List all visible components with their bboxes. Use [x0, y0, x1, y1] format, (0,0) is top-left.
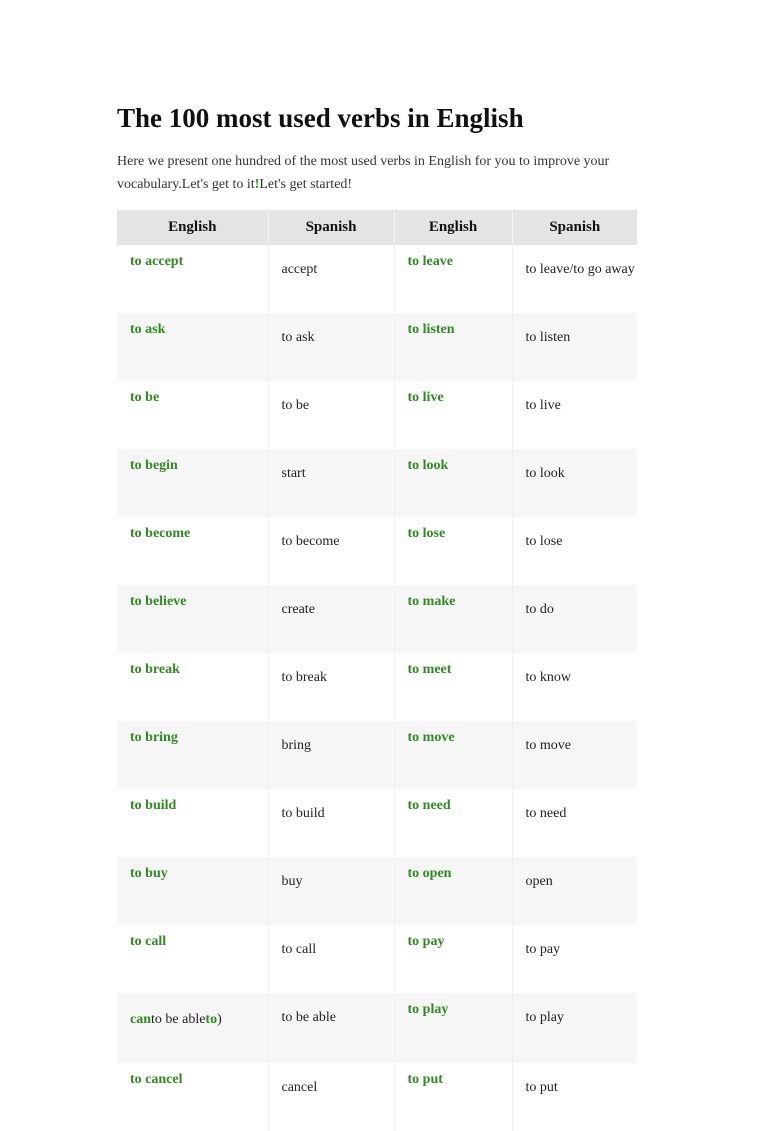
table-row	[117, 857, 637, 925]
english-verb-part: can	[130, 1012, 151, 1027]
spanish-translation: to lose	[512, 517, 637, 585]
english-verb: to bring	[117, 721, 268, 789]
table-header-row	[117, 210, 637, 245]
spanish-translation: to call	[268, 925, 394, 993]
english-verb: to need	[394, 789, 512, 857]
english-verb: to open	[394, 857, 512, 925]
english-verb: to begin	[117, 449, 268, 517]
english-verb: to make	[394, 585, 512, 653]
table-row	[117, 721, 637, 789]
english-verb: to move	[394, 721, 512, 789]
table-row	[117, 381, 637, 449]
table-row	[117, 1063, 637, 1131]
header-spanish-2: Spanish	[512, 210, 637, 245]
english-verb: to ask	[117, 313, 268, 381]
intro-paragraph	[117, 150, 657, 196]
english-verb: to believe	[117, 585, 268, 653]
english-verb: to call	[117, 925, 268, 993]
page-title: The 100 most used verbs in English	[117, 103, 524, 133]
header-spanish-1: Spanish	[268, 210, 394, 245]
spanish-translation: to become	[268, 517, 394, 585]
english-verb-part: to	[205, 1012, 218, 1027]
spanish-translation: to know	[512, 653, 637, 721]
english-verb: to be	[117, 381, 268, 449]
intro-text: Here we present one hundred of the most used verbs in English for you to improve your vocabulary.Let's get to it	[117, 154, 610, 192]
intro-text-end: Let's get started!	[259, 177, 353, 192]
spanish-translation: accept	[268, 245, 394, 313]
english-verb: to pay	[394, 925, 512, 993]
english-verb: to live	[394, 381, 512, 449]
spanish-translation: open	[512, 857, 637, 925]
spanish-translation: to pay	[512, 925, 637, 993]
english-verb: to become	[117, 517, 268, 585]
table-row	[117, 925, 637, 993]
english-verb: to put	[394, 1063, 512, 1131]
spanish-translation: cancel	[268, 1063, 394, 1131]
english-verb: to listen	[394, 313, 512, 381]
english-verb-part: to be able	[151, 1012, 206, 1027]
spanish-translation: buy	[268, 857, 394, 925]
spanish-translation: to look	[512, 449, 637, 517]
english-verb: to play	[394, 993, 512, 1063]
table-row	[117, 313, 637, 381]
header-english-2: English	[394, 210, 512, 245]
spanish-translation: to do	[512, 585, 637, 653]
spanish-translation: to ask	[268, 313, 394, 381]
english-verb: to buy	[117, 857, 268, 925]
table-row	[117, 245, 637, 313]
spanish-translation: to play	[512, 993, 637, 1063]
table-row	[117, 993, 637, 1063]
header-english-1: English	[117, 210, 268, 245]
table-row	[117, 653, 637, 721]
table-row	[117, 517, 637, 585]
spanish-translation: to be	[268, 381, 394, 449]
spanish-translation: start	[268, 449, 394, 517]
spanish-translation: to listen	[512, 313, 637, 381]
table-row	[117, 449, 637, 517]
english-verb: to accept	[117, 245, 268, 313]
table-row	[117, 789, 637, 857]
spanish-translation: to leave/to go away	[512, 245, 637, 313]
article-content	[117, 100, 657, 196]
intro-exclamation: !	[254, 177, 260, 192]
english-verb: to look	[394, 449, 512, 517]
spanish-translation: to build	[268, 789, 394, 857]
spanish-translation: to live	[512, 381, 637, 449]
english-verb: to cancel	[117, 1063, 268, 1131]
table-row	[117, 585, 637, 653]
english-verb: to lose	[394, 517, 512, 585]
english-verb: to meet	[394, 653, 512, 721]
english-verb: to break	[117, 653, 268, 721]
spanish-translation: bring	[268, 721, 394, 789]
english-verb-part: )	[217, 1012, 222, 1027]
spanish-translation: to put	[512, 1063, 637, 1131]
verbs-table	[117, 210, 637, 1131]
spanish-translation: create	[268, 585, 394, 653]
english-verb	[117, 993, 268, 1063]
spanish-translation: to be able	[268, 993, 394, 1063]
spanish-translation: to need	[512, 789, 637, 857]
english-verb: to build	[117, 789, 268, 857]
spanish-translation: to break	[268, 653, 394, 721]
spanish-translation: to move	[512, 721, 637, 789]
english-verb: to leave	[394, 245, 512, 313]
